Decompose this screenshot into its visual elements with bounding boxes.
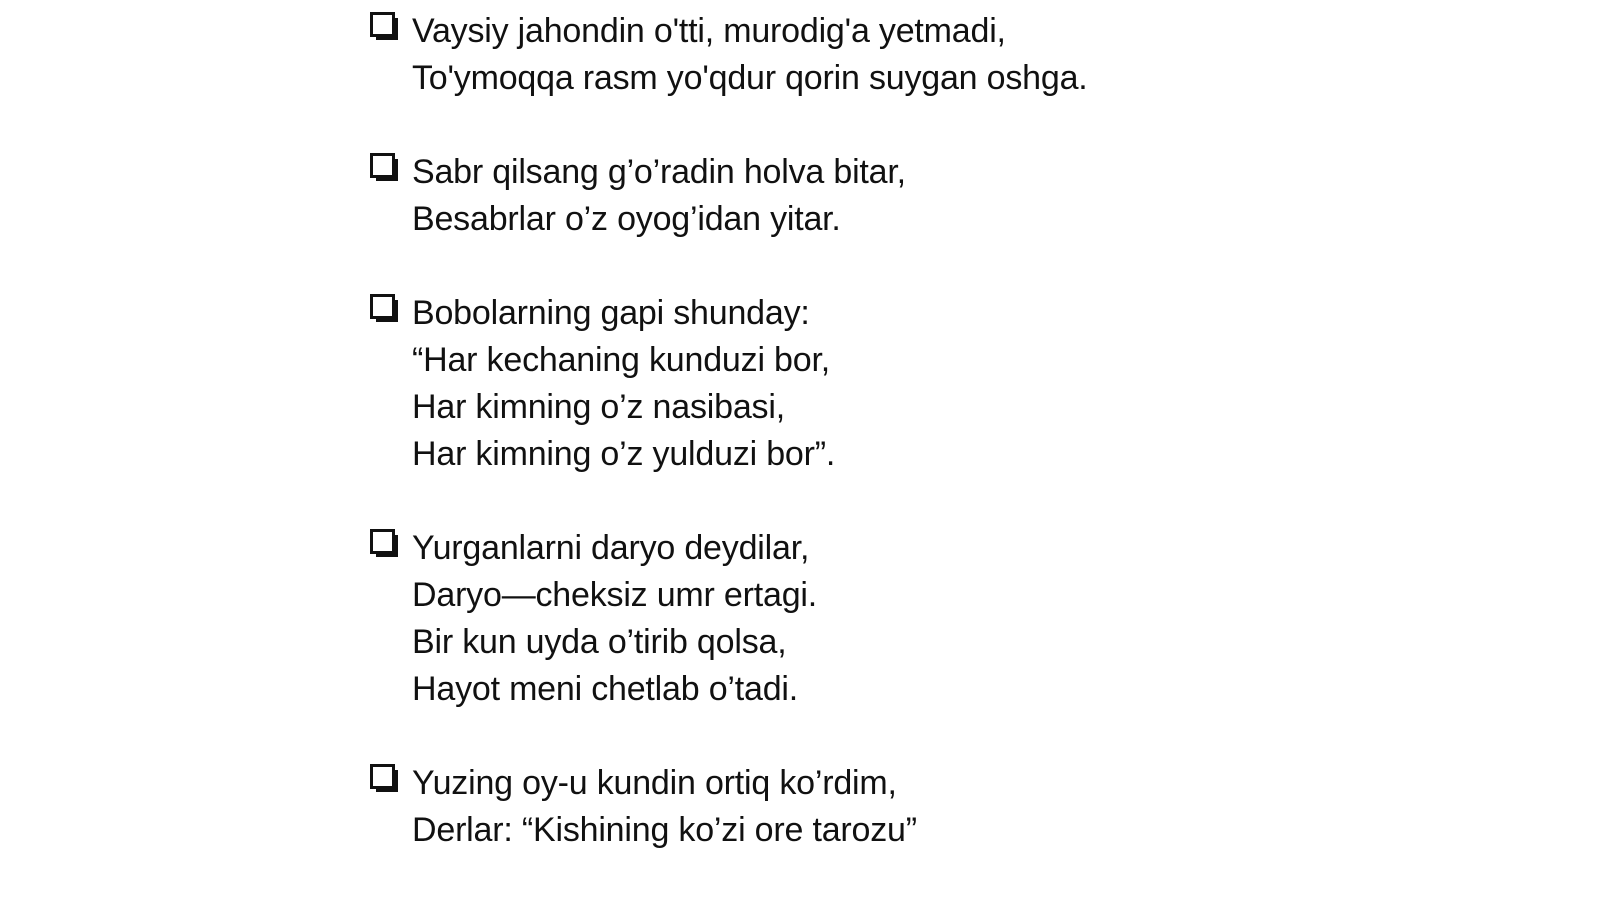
stanza-1 (370, 8, 1520, 102)
verse-line: “Har kechaning kunduzi bor, (412, 341, 830, 379)
stanza-4 (370, 525, 1520, 713)
verse-line: Bir kun uyda o’tirib qolsa, (412, 623, 787, 661)
verse-line: To'ymoqqa rasm yo'qdur qorin suygan oshga. (412, 59, 1088, 97)
verse-line: Har kimning o’z yulduzi bor”. (412, 435, 836, 473)
verse-list (370, 8, 1520, 854)
checkbox-square-icon (370, 294, 400, 324)
stanza-2 (370, 149, 1520, 243)
verse-line: Har kimning o’z nasibasi, (412, 388, 785, 426)
stanza-3 (370, 290, 1520, 478)
stanza-5 (370, 760, 1520, 854)
checkbox-square-icon (370, 764, 400, 794)
verse-line: Derlar: “Kishining ko’zi ore tarozu” (412, 811, 917, 849)
verse-line: Hayot meni chetlab o’tadi. (412, 670, 799, 708)
verse-line: Yurganlarni daryo deydilar, (412, 529, 810, 567)
verse-line: Vaysiy jahondin o'tti, murodig'a yetmadi, (412, 12, 1006, 50)
verse-line: Sabr qilsang g’o’radin holva bitar, (412, 153, 906, 191)
verse-line: Daryo—cheksiz umr ertagi. (412, 576, 818, 614)
checkbox-square-icon (370, 153, 400, 183)
checkbox-square-icon (370, 12, 400, 42)
verse-line: Bobolarning gapi shunday: (412, 294, 810, 332)
verse-line: Besabrlar o’z oyog’idan yitar. (412, 200, 841, 238)
checkbox-square-icon (370, 529, 400, 559)
verse-line: Yuzing oy-u kundin ortiq ko’rdim, (412, 764, 897, 802)
